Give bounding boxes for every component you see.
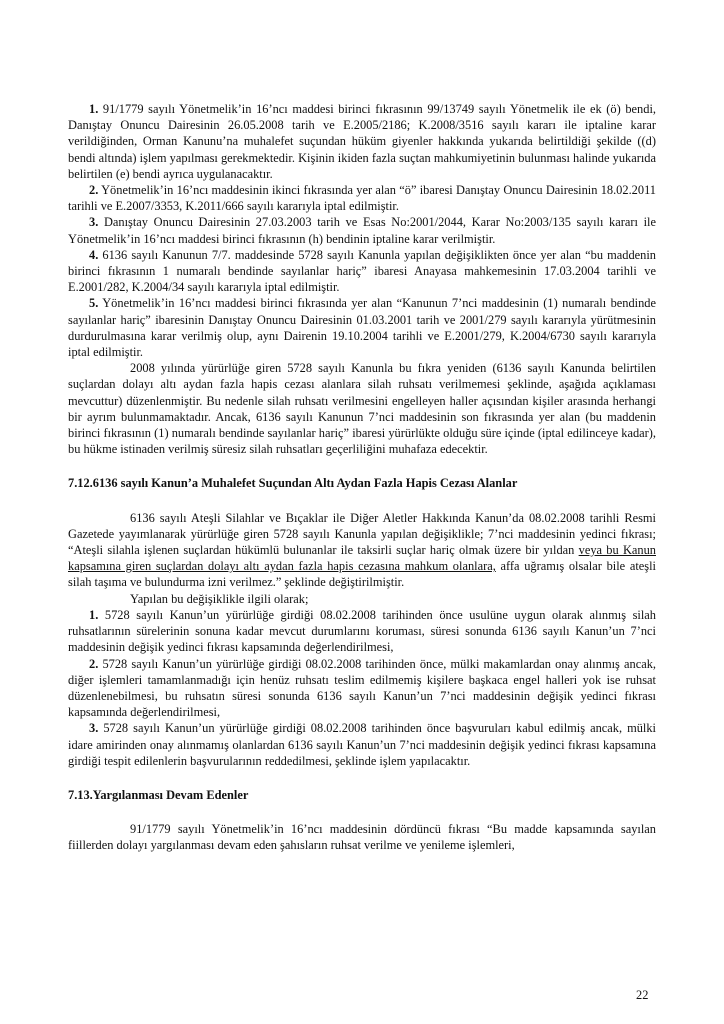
item-text: Yönetmelik’in 16’ncı maddesinin ikinci fıkrasında yer alan “ö” ibaresi Danıştay Onuncu Dairesinin 18.02.2011 tarihli ve E.2007/3353, K.2011/666 sayılı kararıyla iptal edilmiştir.: [68, 183, 656, 214]
item-number: 1.: [89, 607, 99, 622]
spacer: [68, 769, 656, 787]
item-number: 4.: [89, 247, 99, 262]
list-item: [68, 101, 656, 182]
item-number: 3.: [89, 215, 99, 230]
list-item: [68, 182, 656, 214]
paragraph-2008: 2008 yılında yürürlüğe giren 5728 sayılı Kanunla bu fıkra yeniden (6136 sayılı Kanunda belirtilen suçlardan dolayı altı aydan fazla hapis cezası alanlara silah ruhsatı verilmemesi şeklinde, aşağıda açıklaması mevcuttur) düzenlenmiştir. Bu nedenle silah ruhsatı verilmesini engelleyen haller açısından kişiler arasında herhangi bir ayrım bulunmamaktadır. Ancak, 6136 sayılı Kanunun 7’nci maddesinin son fıkrasında yer alan (bu maddenin birinci fıkrasının (1) numaralı bendinde sayılanlar hariç” ibaresi yürürlükte olduğu süre içinde (iptal edilinceye kadar), bu hükme istinaden verilmiş süresiz silah ruhsatları geçerliliğini muhafaza edecektir.: [68, 361, 656, 457]
item-text: 5728 sayılı Kanun’un yürürlüğe girdiği 08.02.2008 tarihinden önce, mülki makamlardan onay alınmış ancak, diğer işlemleri tamamlanmadığı için henüz ruhsatı teslim edilmemiş kişilere başkaca engel halleri yok ise ruhsat düzenlenebilmesi, bu ruhsatın süresi sonunda 6136 sayılı Kanun’un 7’nci maddesinin değişik yedinci fıkrası kapsamında değerlendirilmesi,: [68, 656, 656, 720]
item-number: 2.: [89, 183, 99, 198]
amendment-text: 6136 sayılı Ateşli Silahlar ve Bıçaklar ile Diğer Aletler Hakkında Kanun’da 08.02.2008 tarihli Resmi Gazetede yayımlanarak yürürlüğe giren 5728 sayılı Kanunla yapılan değişiklikle; 7’nci maddesinin yedinci fıkrası; “Ateşli silahla işlenen suçlardan hükümlü bulunanlar ile taksirli suçlar hariç olmak üzere bir yıldan: [68, 510, 656, 558]
underlined-text: veya bu Kanun kapsamına giren suçlardan dolayı altı aydan fazla hapis cezasına mahkum olanlara,: [68, 543, 656, 574]
item-text: Danıştay Onuncu Dairesinin 27.03.2003 tarih ve Esas No:2001/2044, Karar No:2003/135 sayılı kararı ile Yönetmelik’in 16’ncı maddesi birinci fıkrasının (h) bendinin iptaline karar verilmiştir.: [68, 215, 656, 246]
spacer: [68, 803, 656, 821]
item-text: 6136 sayılı Kanunun 7/7. maddesinde 5728 sayılı Kanunla yapılan değişiklikten önce yer alan “bu maddenin birinci fıkrasının 1 numaralı bendinde sayılanlar hariç” ibaresi Anayasa mahkemesinin 17.03.2004 tarihli ve E.2001/282, K.2004/34 sayılı kararıyla iptal edilmiştir.: [68, 247, 656, 295]
list-item: [68, 295, 656, 360]
list-item: [68, 720, 656, 769]
list-item: [68, 247, 656, 296]
spacer: [68, 492, 656, 510]
item-text: 5728 sayılı Kanun’un yürürlüğe girdiği 08.02.2008 tarihinden önce başvuruları kabul edilmiş ancak, mülki idare amirinden onay alınmamış olanlardan 6136 sayılı Kanun’un 7’nci maddesinin değişik yedinci fıkrası kapsamına girdiği tespit edilenlerin başvurularının reddedilmesi, şeklinde işlem yapılacaktır.: [68, 721, 656, 768]
amendment-text-end: affa uğramış olsalar bile ateşli silah taşıma ve bulundurma izni verilmez.” şeklinde değiştirilmiştir.: [68, 559, 656, 590]
item-number: 3.: [89, 721, 99, 736]
paragraph-intro: Yapılan bu değişiklikle ilgili olarak;: [130, 591, 309, 606]
section-heading-712: 7.12.6136 sayılı Kanun’a Muhalefet Suçundan Altı Aydan Fazla Hapis Cezası Alanlar: [68, 476, 518, 491]
item-number: 5.: [89, 296, 99, 311]
item-number: 2.: [89, 656, 99, 671]
item-number: 1.: [89, 102, 99, 116]
spacer: [68, 457, 656, 475]
list-item: [68, 656, 656, 721]
page-number: 22: [636, 988, 649, 1002]
paragraph-713: 91/1779 sayılı Yönetmelik’in 16’ncı maddesinin dördüncü fıkrası “Bu madde kapsamında sayılan fiillerden dolayı yargılanması devam eden şahısların ruhsat verilme ve yenileme işlemleri,: [68, 822, 656, 853]
page-content: [68, 101, 656, 854]
item-text: Yönetmelik’in 16’ncı maddesi birinci fıkrasında yer alan “Kanunun 7’nci maddesinin (1) numaralı bendinde sayılanlar hariç” ibaresinin Danıştay Onuncu Dairesinin 01.03.2001 tarih ve 2001/279 sayılı kararıyla yürütmesinin durdurulmasına karar verilmiş olup, aynı Dairenin 19.10.2004 tarihli ve E.2001/279, K.2004/6730 sayılı kararıyla iptal edilmiştir.: [68, 296, 656, 360]
item-text: 5728 sayılı Kanun’un yürürlüğe girdiği 08.02.2008 tarihinden önce usulüne uygun olarak alınmış silah ruhsatlarının sürelerinin sonuna kadar mevcut durumlarını koruması, süresi sonunda 6136 sayılı Kanun’un 7’nci maddesinin değişik yedinci fıkrası kapsamında değerlendirilmesi,: [68, 607, 656, 655]
item-text: 91/1779 sayılı Yönetmelik’in 16’ncı maddesi birinci fıkrasının 99/13749 sayılı Yönetmelik ile ek (ö) bendi, Danıştay Onuncu Dairesinin 26.05.2008 tarih ve E.2005/2186; K.2008/3516 sayılı kararı ile iptaline karar verildiğinden, Orman Kanunu’na muhalefet suçundan hüküm giyenler hakkında yukarıda belirtildiği şekilde ((d) bendi altında) işlem yapılması gerekmektedir. Kişinin ikiden fazla suçtan mahkumiyetinin bulunması halinde yukarıda belirtilen (e) bendi ayrıca uygulanacaktır.: [68, 102, 656, 181]
paragraph-amendment: [68, 510, 656, 591]
section-heading-713: 7.13.Yargılanması Devam Edenler: [68, 787, 249, 802]
list-item: [68, 607, 656, 656]
list-item: [68, 214, 656, 246]
